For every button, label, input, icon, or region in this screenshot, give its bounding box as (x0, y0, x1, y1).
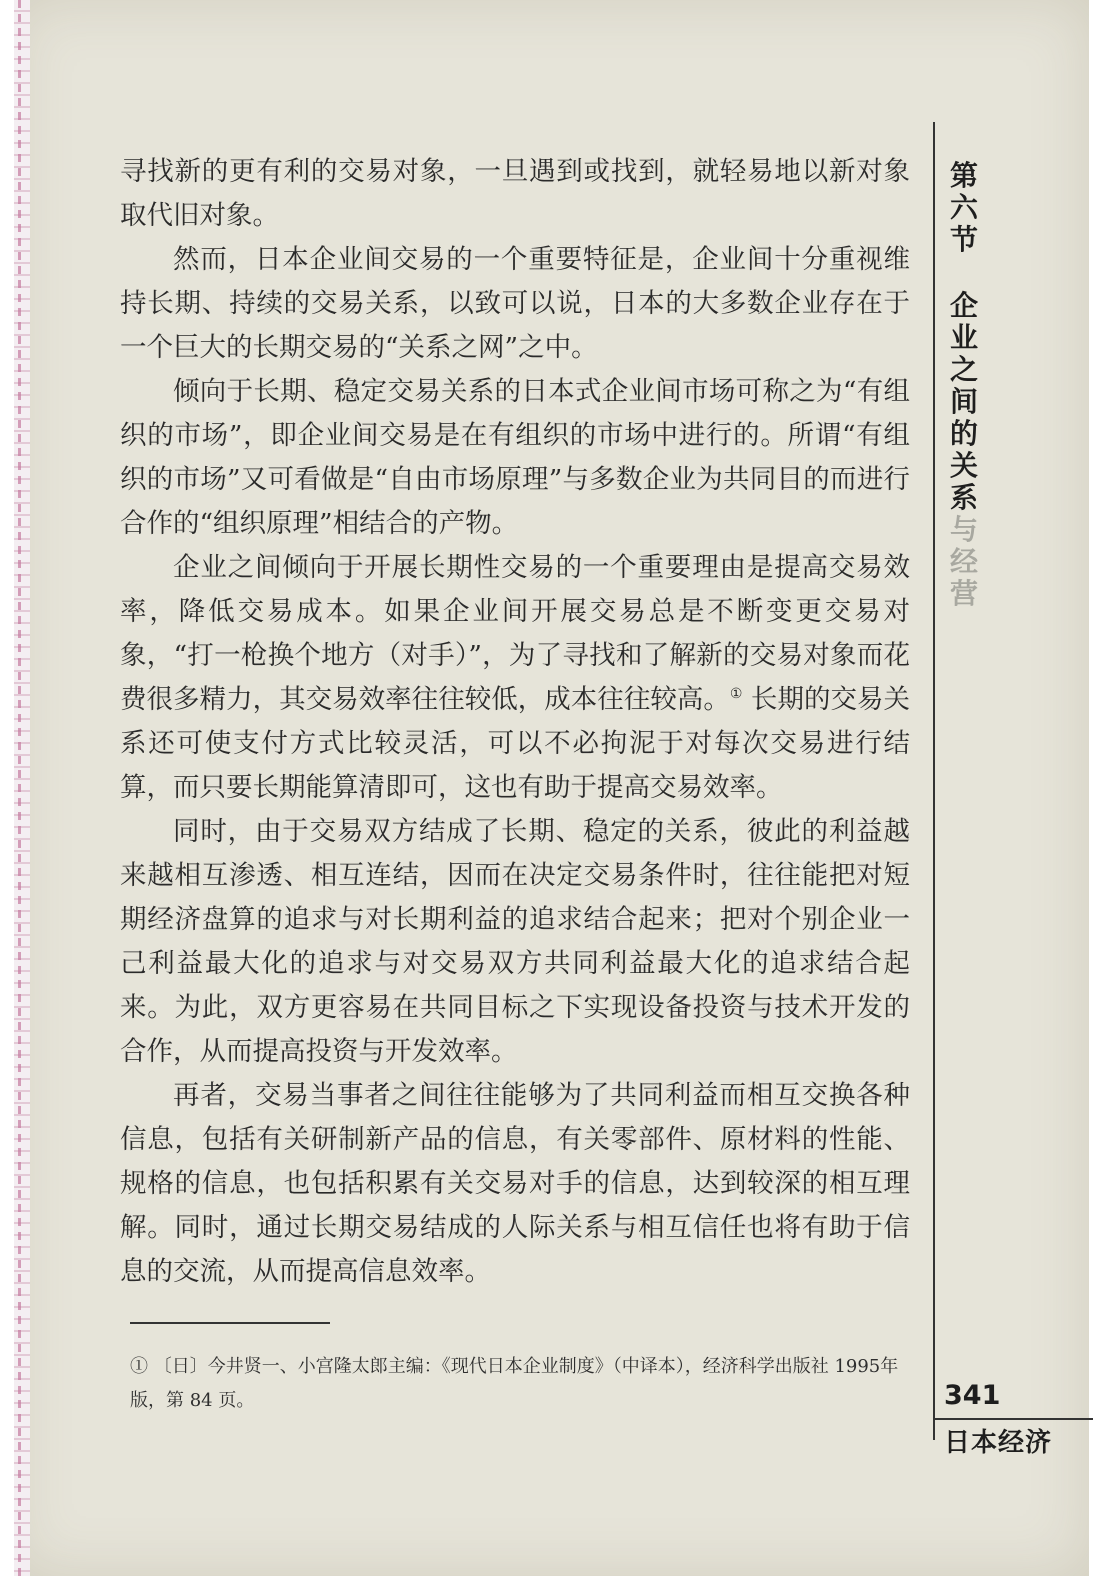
paragraph: 同时，由于交易双方结成了长期、稳定的关系，彼此的利益越来越相互渗透、相互连结，因而在决定交易条件时，往往能把对短期经济盘算的追求与对长期利益的追求结合起来；把对个别企业一己利益最大化的追求与对交易双方共同利益最大化的追求结合起来。为此，双方更容易在共同目标之下实现设备投资与技术开发的合作，从而提高投资与开发效率。 (120, 816, 910, 1067)
paragraph: 再者，交易当事者之间往往能够为了共同利益而相互交换各种信息，包括有关研制新产品的信息，有关零部件、原材料的性能、规格的信息，也包括积累有关交易对手的信息，达到较深的相互理解。同时，通过长期交易结成的人际关系与相互信任也将有助于信息的交流，从而提高信息效率。 (120, 1080, 910, 1287)
section-title-text: 企业之间的关系 (949, 289, 978, 514)
book-title: 日本经济 (944, 1428, 1053, 1458)
footnote-rule (130, 1322, 330, 1324)
body-text (120, 150, 910, 1294)
sidebar-bottom-rule (933, 1418, 1093, 1420)
page-number: 341 (944, 1380, 1001, 1411)
paragraph-text: 企业之间倾向于开展长期性交易的一个重要理由是提高交易效率，降低交易成本。如果企业间开展交易总是不断变更交易对象，“打一枪换个地方（对手）”，为了寻找和了解新的交易对象而花费很多精力，其交易效率往往较低，成本往往较高。 (120, 552, 910, 715)
paragraph: 倾向于长期、稳定交易关系的日本式企业间市场可称之为“有组织的市场”，即企业间交易是在有组织的市场中进行的。所谓“有组织的市场”又可看做是“自由市场原理”与多数企业为共同目的而进行合作的“组织原理”相结合的产物。 (120, 376, 910, 539)
paragraph-with-footnote (120, 546, 910, 810)
paragraph: 然而，日本企业间交易的一个重要特征是，企业间十分重视维持长期、持续的交易关系，以致可以说，日本的大多数企业存在于一个巨大的长期交易的“关系之网”之中。 (120, 244, 910, 363)
section-title-faded-text: 与经营 (949, 513, 978, 610)
paragraph-text-continued: 长期的交易关系还可使支付方式比较灵活，可以不必拘泥于对每次交易进行结算，而只要长期能算清即可，这也有助于提高交易效率。 (120, 684, 911, 803)
page-left-edge (14, 0, 30, 1576)
sidebar-divider (933, 122, 935, 1440)
paragraph: 寻找新的更有利的交易对象，一旦遇到或找到，就轻易地以新对象取代旧对象。 (120, 156, 910, 231)
section-title (946, 290, 982, 610)
page-edge-marks (18, 0, 21, 1576)
footnote: ① 〔日〕今井贤一、小宫隆太郎主编：《现代日本企业制度》（中译本），经济科学出版社 1995年版，第 84 页。 (130, 1356, 899, 1411)
section-label: 第六节 (949, 159, 978, 256)
footnote-reference: ① (729, 686, 743, 703)
